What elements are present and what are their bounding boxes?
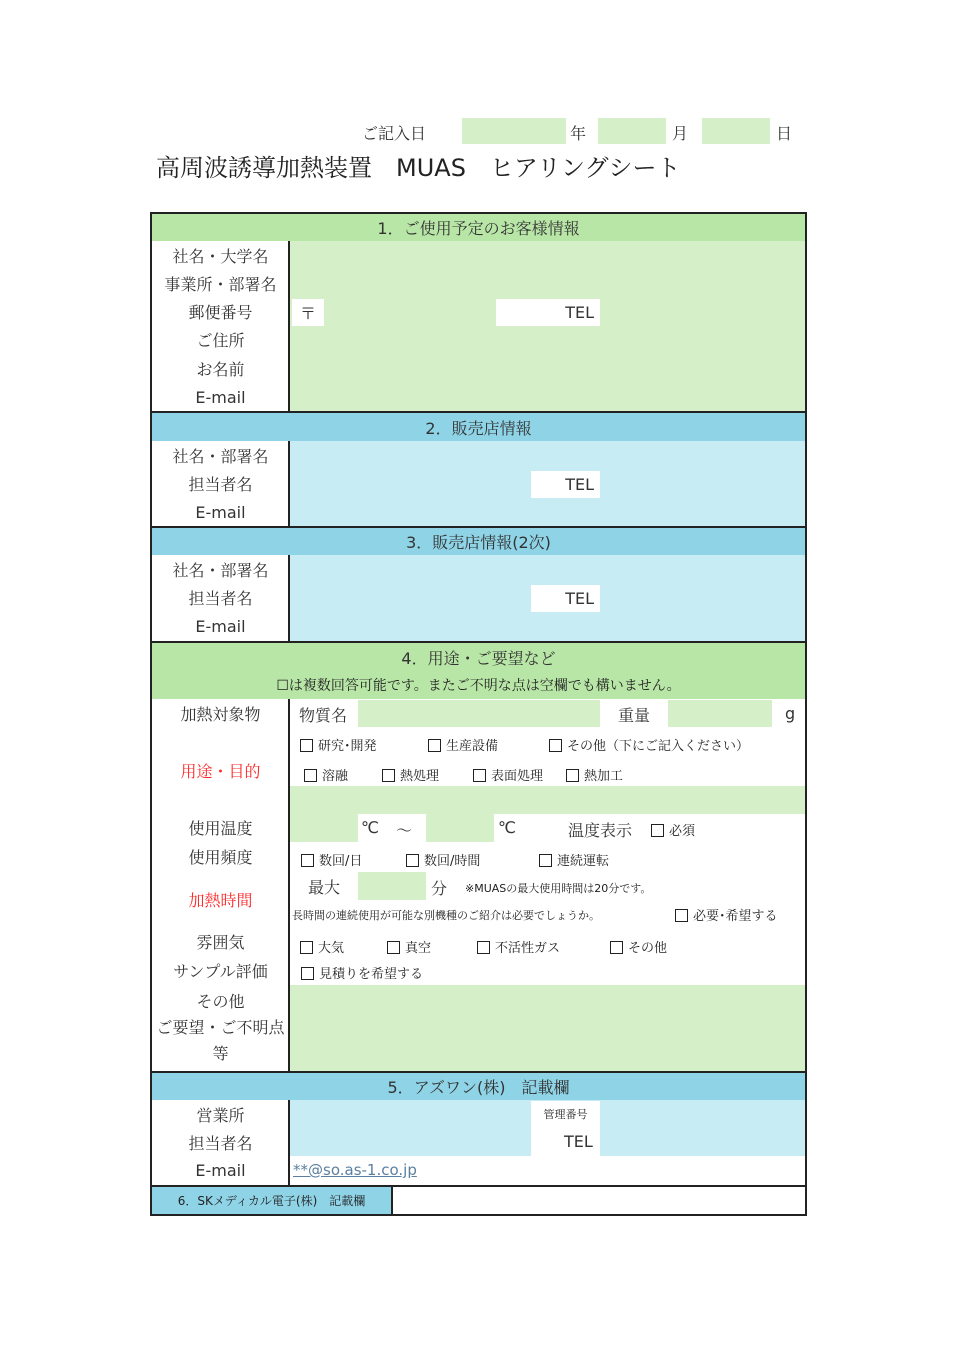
freq-daily-checkbox[interactable] [301,850,362,869]
page-title: 高周波誘導加熱装置 MUAS ヒアリングシート [156,154,681,182]
purpose-surface-label: 表面処理 [491,769,544,784]
address-label: ご住所 [196,331,245,350]
checkbox[interactable] [473,769,486,782]
control-no-label: 管理番号 [543,1108,588,1121]
tel-label-5: TEL [564,1132,593,1151]
checkbox[interactable] [382,769,395,782]
purpose-other-checkbox[interactable] [549,735,749,754]
atmos-air-checkbox[interactable] [300,937,344,956]
long-use-checkbox[interactable] [675,905,778,924]
purpose-melting-checkbox[interactable] [304,765,348,784]
long-use-option-label: 必要･希望する [693,909,778,924]
other-label-line3: 等 [212,1044,229,1063]
checkbox[interactable] [477,941,490,954]
checkbox[interactable] [651,824,664,837]
tel-cell-3 [531,585,600,612]
purpose-production-checkbox[interactable] [428,735,498,754]
weight-label: 重量 [618,706,651,725]
substance-label: 物質名 [299,706,348,725]
checkbox[interactable] [549,739,562,752]
day-label: 日 [776,124,793,143]
tel-cell-1 [496,299,600,326]
tilde-label: ～ [396,821,413,840]
divider [288,441,290,527]
email-label-1: E-mail [195,387,246,407]
purpose-heat-work-label: 熱加工 [584,769,624,784]
temp-min-input[interactable] [290,814,358,842]
section4-note: ☐は複数回答可能です。またご不明な点は空欄でも構いません。 [152,671,805,699]
temp-display-label: 温度表示 [568,821,633,840]
freq-continuous-checkbox[interactable] [539,850,609,869]
deg-label-2: ℃ [498,818,516,837]
max-label: 最大 [308,878,341,897]
year-label: 年 [570,124,587,143]
atmos-vacuum-label: 真空 [405,941,432,956]
purpose-research-label: 研究･開発 [318,739,377,754]
other-label-block [152,985,289,1071]
section6-input[interactable] [393,1187,805,1214]
freq-hourly-label: 数回/時間 [424,854,481,869]
divider [288,699,290,1072]
max-note: ※MUASの最大使用時間は20分です。 [465,882,652,895]
person-label-2: 担当者名 [188,475,253,494]
section1-heading: 1．ご使用予定のお客様情報 [152,214,805,241]
temp-required-label: 必須 [669,824,696,839]
sample-label: サンプル評価 [173,961,268,981]
checkbox[interactable] [406,854,419,867]
long-use-question: 長時間の連続使用が可能な別機種のご紹介は必要でしょうか。 [292,909,600,922]
atmos-label: 雰囲気 [196,933,245,952]
checkbox[interactable] [300,941,313,954]
section4-heading: 4．用途・ご要望など [152,643,805,671]
year-input[interactable] [462,118,566,144]
purpose-heat-work-checkbox[interactable] [566,765,623,784]
temp-max-input[interactable] [426,814,494,842]
other-label-line1: その他 [196,992,245,1011]
checkbox[interactable] [675,909,688,922]
purpose-label: 用途・目的 [180,761,261,781]
atmos-other-checkbox[interactable] [610,937,667,956]
other-input[interactable] [290,985,805,1071]
month-label: 月 [672,124,689,143]
sample-quote-label: 見積りを希望する [319,967,424,982]
purpose-surface-checkbox[interactable] [473,765,543,784]
atmos-inert-checkbox[interactable] [477,937,560,956]
purpose-heat-treat-checkbox[interactable] [382,765,439,784]
email-label-5: E-mail [195,1161,246,1180]
name-label: お名前 [196,360,245,379]
divider [288,1100,290,1186]
checkbox[interactable] [539,854,552,867]
freq-label: 使用頻度 [188,847,253,867]
purpose-heat-treat-label: 熱処理 [400,769,440,784]
divider [288,555,290,642]
postal-label: 郵便番号 [188,302,253,322]
tel-cell-2 [531,471,600,498]
substance-input[interactable] [358,700,600,727]
freq-continuous-label: 連続運転 [557,854,610,869]
deg-label-1: ℃ [361,818,379,837]
company-label-2: 社名・部署名 [172,446,269,466]
email-label-3: E-mail [195,617,246,636]
tel-label-3: TEL [565,589,594,608]
postal-mark: 〒 [292,299,324,326]
purpose-production-label: 生産設備 [446,739,499,754]
atmos-air-label: 大気 [318,941,345,956]
month-input[interactable] [598,118,666,144]
minute-label: 分 [431,879,448,898]
person-label-5: 担当者名 [188,1133,253,1153]
other-label-line2: ご要望・ご不明点 [156,1018,285,1037]
temp-label: 使用温度 [188,819,253,838]
day-input[interactable] [702,118,770,144]
checkbox[interactable] [300,739,313,752]
divider [288,241,290,412]
section6-heading: 6．SKメディカル電子(株) 記載欄 [152,1187,391,1214]
checkbox[interactable] [387,941,400,954]
heat-time-label: 加熱時間 [188,890,253,910]
checkbox[interactable] [304,769,317,782]
sample-quote-checkbox[interactable] [301,963,423,982]
purpose-melting-label: 溶融 [322,769,349,784]
dept-label: 事業所・部署名 [164,274,277,294]
purpose-other-label: その他（下にご記入ください） [567,739,750,754]
date-label: ご記入日 [362,124,427,143]
atmos-inert-label: 不活性ガス [495,941,561,956]
person-label-3: 担当者名 [188,589,253,608]
checkbox[interactable] [301,967,314,980]
tel-label-1: TEL [565,303,594,322]
purpose-detail-input[interactable] [290,786,805,814]
purpose-research-checkbox[interactable] [300,735,377,754]
section3-heading: 3．販売店情報(2次) [152,528,805,555]
weight-input[interactable] [668,700,772,727]
freq-daily-label: 数回/日 [319,854,363,869]
atmos-vacuum-checkbox[interactable] [387,937,431,956]
temp-required-checkbox[interactable] [651,820,695,839]
email-link[interactable]: **@so.as-1.co.jp [293,1161,417,1179]
freq-hourly-checkbox[interactable] [406,850,480,869]
company-label: 社名・大学名 [172,246,269,266]
company-label-3: 社名・部署名 [172,560,269,580]
section2-heading: 2．販売店情報 [152,413,805,441]
section5-heading: 5．アズワン(株) 記載欄 [152,1073,805,1100]
gram-label: g [785,704,796,723]
tel-label-2: TEL [565,475,594,494]
checkbox[interactable] [610,941,623,954]
checkbox[interactable] [428,739,441,752]
email-label-2: E-mail [195,502,246,522]
max-time-input[interactable] [358,872,426,900]
atmos-other-label: その他 [628,941,668,956]
checkbox[interactable] [566,769,579,782]
target-label: 加熱対象物 [180,704,261,724]
office-label: 営業所 [196,1105,245,1125]
checkbox[interactable] [301,854,314,867]
section1-fill[interactable] [290,241,805,411]
